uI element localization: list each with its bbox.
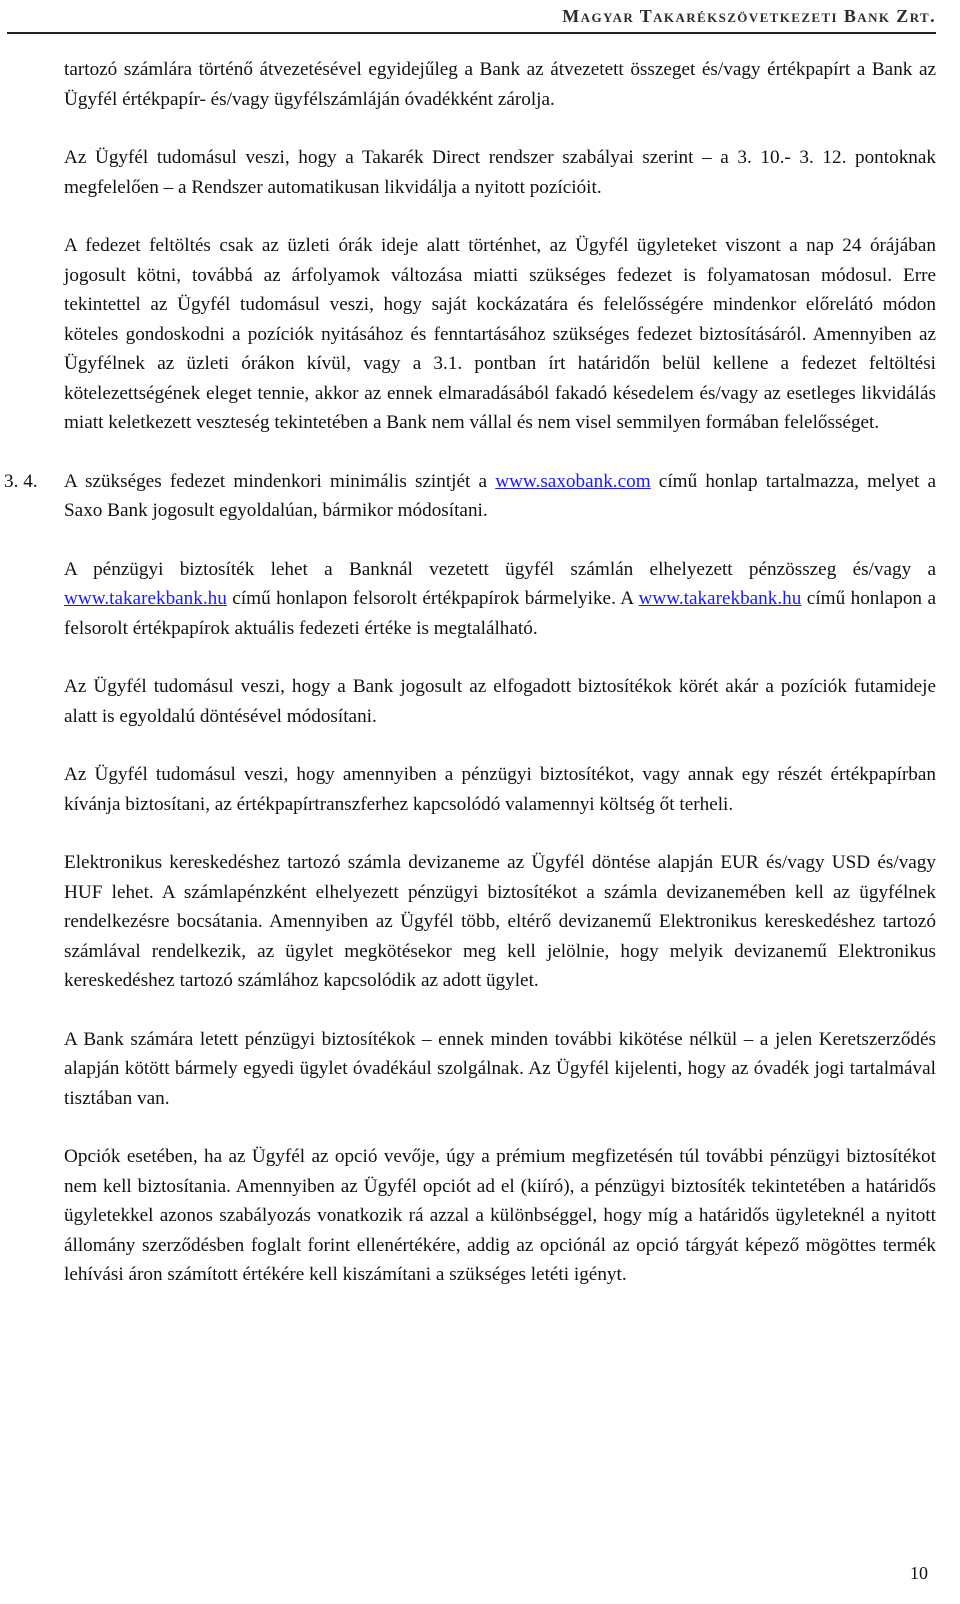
- paragraph-6: Az Ügyfél tudomásul veszi, hogy a Bank jogosult az elfogadott biztosítékok körét akár a pozíciók futamideje alatt is egyoldalú döntésével módosítani.: [64, 676, 936, 727]
- header-title: Magyar Takarékszövetkezeti Bank Zrt.: [562, 6, 936, 26]
- paragraph-1: tartozó számlára történő átvezetésével egyidejűleg a Bank az átvezetett összeget és/vagy értékpapírt a Bank az Ügyfél értékpapír- és/vagy ügyfélszámláján óvadékként zárolja.: [64, 59, 936, 110]
- section-number: 3. 4.: [4, 470, 38, 492]
- paragraph-5-text-before: A pénzügyi biztosíték lehet a Banknál vezetett ügyfél számlán elhelyezett pénzösszeg és/vagy a: [64, 558, 936, 580]
- paragraph-3-4-text-after: című honlap tartalmazza, melyet a Saxo Bank jogosult egyoldalúan, bármikor módosítani.: [64, 470, 936, 521]
- paragraph-5-text-middle: című honlapon felsorolt értékpapírok bármelyike. A: [226, 588, 639, 609]
- paragraph-3: A fedezet feltöltés csak az üzleti órák ideje alatt történhet, az Ügyfél ügyleteket viszont a nap 24 órájában jogosult kötni, továbbá az árfolyamok változása miatti szükséges fedezet is folyamatosan módosul. Erre tekintettel az Ügyfél tudomásul veszi, hogy saját kockázatára és felelősségére mindenkor előrelátó módon köteles gondoskodni a pozíciók nyitásához és fenntartásához szükséges fedezet biztosításáról. Amennyiben az Ügyfélnek az üzleti órákon kívül, vagy a 3.1. pontban írt határidőn belül kellene a fedezet feltöltési kötelezettségének eleget tennie, akkor az ennek elmaradásából fakadó késedelem és/vagy az esetleges likvidálás miatt keletkezett veszteség tekintetében a Bank nem vállal és nem visel semmilyen formában felelősséget.: [64, 235, 936, 433]
- paragraph-2: Az Ügyfél tudomásul veszi, hogy a Takarék Direct rendszer szabályai szerint – a 3. 10.- 3. 12. pontoknak megfelelően – a Rendszer automatikusan likvidálja a nyitott pozícióit.: [64, 147, 936, 198]
- paragraph-8: Elektronikus kereskedéshez tartozó számla devizaneme az Ügyfél döntése alapján EUR és/vagy USD és/vagy HUF lehet. A számlapénzként elhelyezett pénzügyi biztosítékot a számla devizanemében kell az ügyfélnek rendelkezésre bocsátania. Amennyiben az Ügyfél több, eltérő devizanemű Elektronikus kereskedéshez tartozó számlával rendelkezik, az ügylet megkötésekor meg kell jelölnie, hogy melyik devizanemű Elektronikus kereskedéshez tartozó számlához kapcsolódik az adott ügylet.: [64, 852, 936, 991]
- document-body: [4, 55, 936, 1319]
- saxobank-link[interactable]: www.saxobank.com: [495, 470, 651, 492]
- paragraph-10: Opciók esetében, ha az Ügyfél az opció vevője, úgy a prémium megfizetésén túl további pénzügyi biztosítékot nem kell biztosítania. Amennyiben az Ügyfél opciót ad el (kiíró), a pénzügyi biztosíték tekintetében a határidős ügyletekkel azonos szabályozás vonatkozik rá azzal a különbséggel, hogy míg a határidős ügyleteknél a nyitott állomány szerződésben foglalt forint ellenértékére, addig az opciónál az opció tárgyát képező mögöttes termék lehívási áron számított értékére kell kiszámítani a szükséges letéti igényt.: [64, 1146, 936, 1285]
- takarekbank-link-1[interactable]: www.takarekbank.hu: [64, 588, 227, 609]
- paragraph-3-4: [4, 467, 936, 526]
- paragraph-5-text-after: című honlapon a felsorolt értékpapírok aktuális fedezeti értéke is megtalálható.: [64, 588, 936, 639]
- page-number: 10: [910, 1563, 928, 1583]
- paragraph-5: [64, 555, 936, 644]
- paragraph-3-4-text-before: A szükséges fedezet mindenkori minimális szintjét a: [64, 470, 496, 492]
- header-divider: [7, 32, 936, 34]
- paragraph-9: A Bank számára letett pénzügyi biztosítékok – ennek minden további kikötése nélkül – a jelen Keretszerződés alapján kötött bármely egyedi ügylet óvadékául szolgálnak. Az Ügyfél kijelenti, hogy az óvadék jogi tartalmával tisztában van.: [64, 1028, 936, 1109]
- paragraph-7: Az Ügyfél tudomásul veszi, hogy amennyiben a pénzügyi biztosítékot, vagy annak egy részét értékpapírban kívánja biztosítani, az értékpapírtranszferhez kapcsolódó valamennyi költség őt terheli.: [64, 764, 936, 815]
- takarekbank-link-2[interactable]: www.takarekbank.hu: [638, 588, 802, 609]
- page-header: [0, 6, 936, 27]
